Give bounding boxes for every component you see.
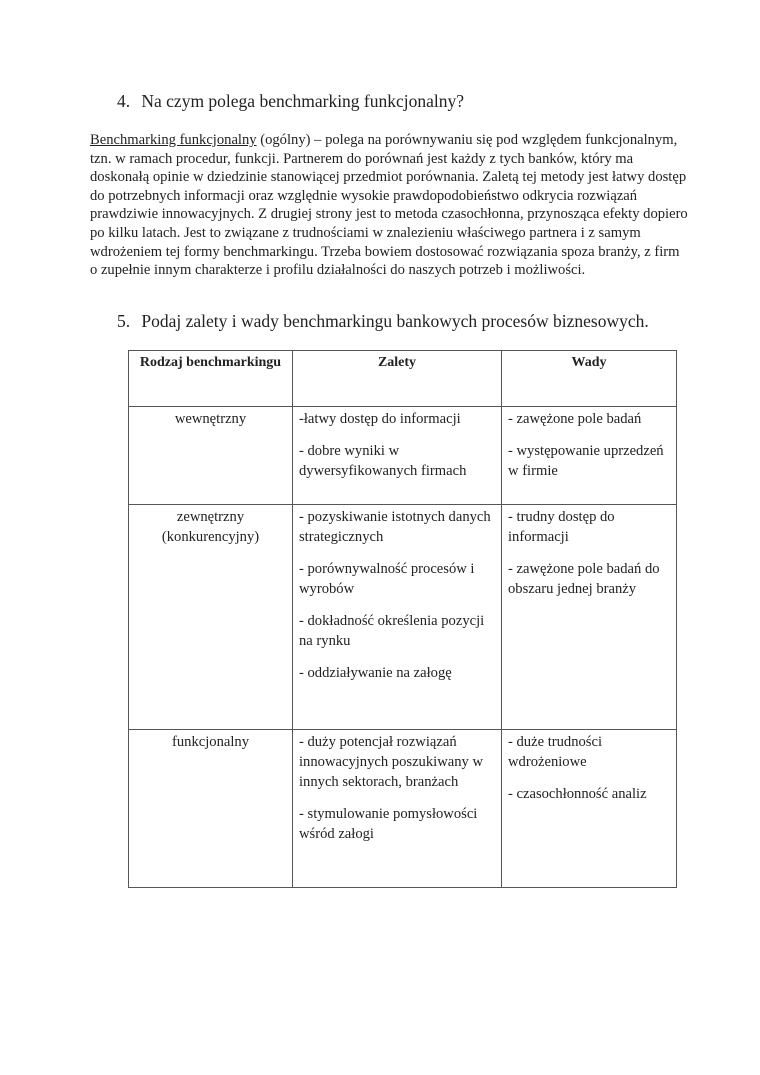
answer-text: (ogólny) – polega na porównywaniu się pod względem funkcjonalnym, tzn. w ramach procedur, funkcji. Partnerem do porównań jest każdy z tych banków, który ma doskonałą opinie w dziedzinie stanowiącej przedmiot porównania. Zaletą tej metody jest łatwy dostęp do potrzebnych informacji oraz względnie wysokie prawdopodobieństwo odkrycia rozwiązań prawdziwie innowacyjnych. Z drugiej strony jest to metoda czasochłonna, przynosząca efekty dopiero po kilku latach. Jest to związane z trudnościami w znalezieniu właściwego partnera i z samym wdrożeniem tej formy benchmarkingu. Trzeba bowiem dostosować rozwiązania spoza branży, z firm o zupełnie innym charakterze i profilu działalności do naszych potrzeb i możliwości.: [90, 132, 688, 279]
question-text: Podaj zalety i wady benchmarkingu bankowych procesów biznesowych.: [141, 311, 649, 331]
cell-kind: funkcjonalny: [129, 730, 293, 888]
pro-item: - duży potencjał rozwiązań innowacyjnych poszukiwany w innych sektorach, branżach: [299, 734, 484, 790]
table-header-row: [129, 351, 677, 407]
pro-item: - stymulowanie pomysłowości wśród załogi: [299, 806, 478, 842]
header-pros: Zalety: [293, 351, 502, 407]
question-number: 4.: [117, 91, 131, 111]
question-4-heading: [117, 91, 464, 112]
table-row: [129, 505, 677, 730]
question-number: 5.: [117, 311, 131, 331]
pro-item: -łatwy dostęp do informacji: [299, 411, 461, 427]
con-item: - występowanie uprzedzeń w firmie: [508, 443, 664, 479]
cell-cons: [502, 730, 677, 888]
cell-cons: [502, 407, 677, 505]
pro-item: - dobre wyniki w dywersyfikowanych firmach: [299, 443, 467, 479]
pro-item: - porównywalność procesów i wyrobów: [299, 561, 475, 597]
answer-term: Benchmarking funkcjonalny: [90, 132, 257, 148]
answer-paragraph: [90, 131, 690, 280]
con-item: - trudny dostęp do informacji: [508, 509, 615, 545]
con-item: - zawężone pole badań do obszaru jednej branży: [508, 561, 660, 597]
benchmarking-table: [128, 350, 677, 888]
header-kind: Rodzaj benchmarkingu: [129, 351, 293, 407]
cell-kind: wewnętrzny: [129, 407, 293, 505]
header-cons: Wady: [502, 351, 677, 407]
question-5-heading: [117, 311, 649, 332]
cell-kind: zewnętrzny (konkurencyjny): [129, 505, 293, 730]
cell-pros: [293, 505, 502, 730]
cell-pros: [293, 730, 502, 888]
pro-item: - oddziaływanie na załogę: [299, 665, 452, 681]
pro-item: - dokładność określenia pozycji na rynku: [299, 613, 485, 649]
question-text: Na czym polega benchmarking funkcjonalny?: [141, 91, 465, 111]
cell-cons: [502, 505, 677, 730]
cell-pros: [293, 407, 502, 505]
table-row: [129, 730, 677, 888]
pro-item: - pozyskiwanie istotnych danych strategicznych: [299, 509, 491, 545]
con-item: - zawężone pole badań: [508, 411, 642, 427]
table-row: [129, 407, 677, 505]
con-item: - duże trudności wdrożeniowe: [508, 734, 603, 770]
con-item: - czasochłonność analiz: [508, 786, 647, 802]
